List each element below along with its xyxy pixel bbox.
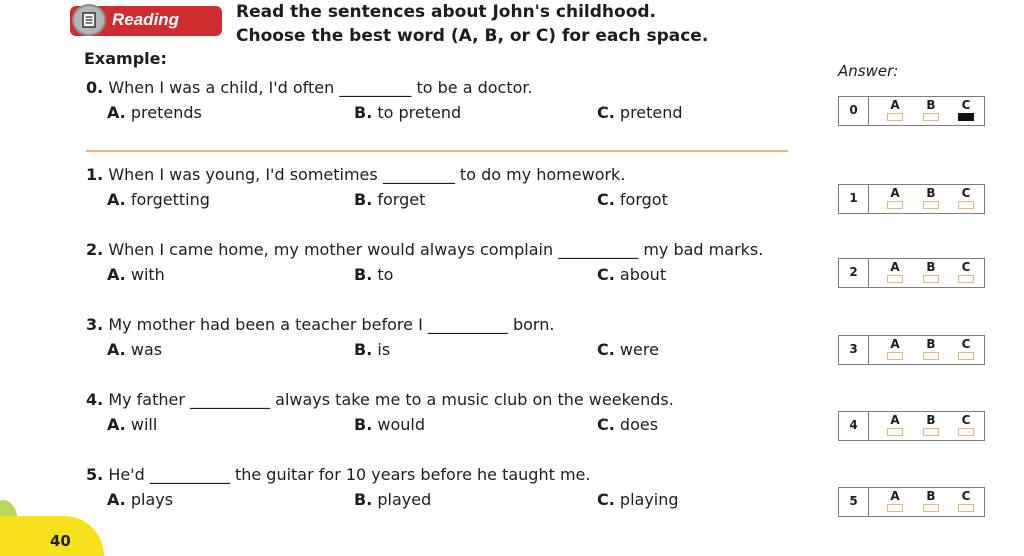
option-c[interactable] bbox=[597, 490, 679, 509]
answer-cell-letter: C bbox=[961, 98, 971, 112]
answer-blank: __________ bbox=[558, 240, 639, 259]
answer-box bbox=[838, 487, 985, 517]
question-text-after: my bad marks. bbox=[643, 240, 764, 259]
option-letter: C. bbox=[597, 490, 615, 509]
option-text: about bbox=[619, 265, 667, 284]
answer-box-number: 0 bbox=[839, 97, 869, 125]
option-c[interactable] bbox=[597, 265, 666, 284]
answer-cell-letter: B bbox=[926, 98, 936, 112]
answer-cell-a[interactable] bbox=[887, 337, 903, 361]
answer-bubble[interactable] bbox=[887, 275, 903, 283]
option-letter: A. bbox=[107, 415, 126, 434]
answer-cell-letter: A bbox=[890, 98, 900, 112]
question-text-before: When I was a child, I'd often bbox=[108, 78, 335, 97]
answer-box-number: 2 bbox=[839, 259, 869, 287]
answer-cell-letter: C bbox=[961, 337, 971, 351]
option-text: plays bbox=[130, 490, 174, 509]
question-4 bbox=[86, 390, 674, 409]
answer-bubble[interactable] bbox=[887, 428, 903, 436]
instruction-line-1: Read the sentences about John's childhood. bbox=[236, 2, 657, 22]
question-2 bbox=[86, 240, 763, 259]
answer-box-number: 4 bbox=[839, 412, 869, 440]
option-letter: C. bbox=[597, 190, 615, 209]
answer-cell-letter: B bbox=[926, 260, 936, 274]
answer-blank: _________ bbox=[382, 165, 455, 184]
option-b[interactable] bbox=[354, 415, 425, 434]
answer-cell-c[interactable] bbox=[958, 98, 974, 122]
question-5 bbox=[86, 465, 590, 484]
answer-label: Answer: bbox=[838, 62, 899, 80]
question-text-after: to be a doctor. bbox=[416, 78, 533, 97]
option-letter: C. bbox=[597, 265, 615, 284]
answer-bubble[interactable] bbox=[923, 504, 939, 512]
question-3 bbox=[86, 315, 554, 334]
question-text-after: always take me to a music club on the weekends. bbox=[275, 390, 674, 409]
answer-cell-c[interactable] bbox=[958, 186, 974, 210]
answer-cell-letter: B bbox=[926, 337, 936, 351]
answer-cell-b[interactable] bbox=[923, 260, 939, 284]
option-letter: B. bbox=[354, 190, 373, 209]
option-a[interactable] bbox=[107, 265, 165, 284]
option-text: pretends bbox=[130, 103, 202, 122]
option-letter: A. bbox=[107, 340, 126, 359]
answer-bubble[interactable] bbox=[923, 428, 939, 436]
option-letter: C. bbox=[597, 103, 615, 122]
option-text: played bbox=[377, 490, 432, 509]
answer-bubble[interactable] bbox=[958, 428, 974, 436]
answer-blank: _________ bbox=[339, 78, 412, 97]
answer-cell-letter: A bbox=[890, 413, 900, 427]
option-text: would bbox=[377, 415, 425, 434]
answer-cell-letter: C bbox=[961, 260, 971, 274]
answer-cell-c[interactable] bbox=[958, 489, 974, 513]
option-text: is bbox=[377, 340, 391, 359]
answer-cell-c[interactable] bbox=[958, 337, 974, 361]
reading-label: Reading bbox=[112, 10, 180, 29]
question-number: 0. bbox=[86, 78, 104, 97]
page-number: 40 bbox=[50, 532, 71, 550]
answer-cell-letter: C bbox=[961, 489, 971, 503]
question-text-before: When I was young, I'd sometimes bbox=[108, 165, 378, 184]
answer-blank: __________ bbox=[190, 390, 271, 409]
option-text: pretend bbox=[619, 103, 683, 122]
answer-cell-a[interactable] bbox=[887, 489, 903, 513]
answer-cell-a[interactable] bbox=[887, 260, 903, 284]
option-letter: A. bbox=[107, 190, 126, 209]
answer-blank: __________ bbox=[149, 465, 230, 484]
example-label: Example: bbox=[84, 49, 167, 68]
answer-bubble[interactable] bbox=[887, 113, 903, 121]
option-a[interactable] bbox=[107, 190, 210, 209]
option-text: forgot bbox=[619, 190, 668, 209]
answer-box bbox=[838, 96, 985, 126]
answer-box bbox=[838, 411, 985, 441]
option-letter: C. bbox=[597, 415, 615, 434]
answer-cell-letter: B bbox=[926, 186, 936, 200]
option-a[interactable] bbox=[107, 415, 157, 434]
worksheet-icon bbox=[72, 4, 106, 36]
answer-box bbox=[838, 258, 985, 288]
option-c[interactable] bbox=[597, 340, 659, 359]
answer-bubble[interactable] bbox=[887, 201, 903, 209]
answer-bubble[interactable] bbox=[887, 504, 903, 512]
question-number: 5. bbox=[86, 465, 104, 484]
answer-bubble[interactable] bbox=[887, 352, 903, 360]
option-b[interactable] bbox=[354, 265, 393, 284]
option-b[interactable] bbox=[354, 340, 390, 359]
option-text: does bbox=[619, 415, 659, 434]
question-text-before: My mother had been a teacher before I bbox=[108, 315, 423, 334]
answer-box-number: 1 bbox=[839, 185, 869, 213]
option-text: to bbox=[377, 265, 394, 284]
answer-cell-c[interactable] bbox=[958, 260, 974, 284]
answer-bubble[interactable] bbox=[958, 201, 974, 209]
answer-bubble[interactable] bbox=[923, 113, 939, 121]
answer-bubble[interactable] bbox=[958, 504, 974, 512]
option-a[interactable] bbox=[107, 490, 173, 509]
answer-bubble[interactable] bbox=[923, 352, 939, 360]
answer-cell-letter: B bbox=[926, 413, 936, 427]
answer-cell-letter: A bbox=[890, 337, 900, 351]
question-text-after: the guitar for 10 years before he taught me. bbox=[234, 465, 591, 484]
answer-box bbox=[838, 184, 985, 214]
answer-cell-a[interactable] bbox=[887, 186, 903, 210]
option-a[interactable] bbox=[107, 103, 202, 122]
answer-cell-b[interactable] bbox=[923, 489, 939, 513]
answer-cell-b[interactable] bbox=[923, 186, 939, 210]
answer-cell-letter: A bbox=[890, 186, 900, 200]
question-text-before: My father bbox=[108, 390, 185, 409]
option-text: to pretend bbox=[377, 103, 462, 122]
answer-cell-letter: C bbox=[961, 186, 971, 200]
option-text: forget bbox=[377, 190, 426, 209]
option-letter: B. bbox=[354, 490, 373, 509]
question-0 bbox=[86, 78, 533, 97]
option-letter: A. bbox=[107, 265, 126, 284]
option-a[interactable] bbox=[107, 340, 162, 359]
answer-box bbox=[838, 335, 985, 365]
answer-cell-letter: A bbox=[890, 260, 900, 274]
answer-cell-letter: B bbox=[926, 489, 936, 503]
answer-cell-letter: A bbox=[890, 489, 900, 503]
option-text: forgetting bbox=[130, 190, 210, 209]
answer-cell-c[interactable] bbox=[958, 413, 974, 437]
option-letter: C. bbox=[597, 340, 615, 359]
answer-bubble[interactable] bbox=[958, 275, 974, 283]
answer-bubble[interactable] bbox=[923, 275, 939, 283]
question-number: 3. bbox=[86, 315, 104, 334]
answer-cell-b[interactable] bbox=[923, 337, 939, 361]
option-b[interactable] bbox=[354, 103, 461, 122]
answer-bubble[interactable] bbox=[958, 352, 974, 360]
option-letter: B. bbox=[354, 103, 373, 122]
answer-cell-a[interactable] bbox=[887, 413, 903, 437]
question-number: 2. bbox=[86, 240, 104, 259]
answer-cell-a[interactable] bbox=[887, 98, 903, 122]
option-letter: A. bbox=[107, 103, 126, 122]
option-letter: B. bbox=[354, 340, 373, 359]
option-letter: B. bbox=[354, 265, 373, 284]
option-b[interactable] bbox=[354, 490, 431, 509]
option-text: was bbox=[130, 340, 163, 359]
answer-box-number: 3 bbox=[839, 336, 869, 364]
question-1 bbox=[86, 165, 625, 184]
answer-bubble[interactable] bbox=[923, 201, 939, 209]
option-text: with bbox=[130, 265, 165, 284]
answer-blank: __________ bbox=[427, 315, 508, 334]
option-text: were bbox=[619, 340, 659, 359]
option-b[interactable] bbox=[354, 190, 425, 209]
option-text: will bbox=[130, 415, 158, 434]
option-c[interactable] bbox=[597, 190, 668, 209]
section-divider bbox=[86, 150, 788, 152]
question-number: 4. bbox=[86, 390, 104, 409]
answer-cell-letter: C bbox=[961, 413, 971, 427]
answer-cell-b[interactable] bbox=[923, 98, 939, 122]
answer-bubble[interactable] bbox=[958, 113, 974, 121]
instruction-line-2: Choose the best word (A, B, or C) for each space. bbox=[236, 26, 709, 46]
option-letter: A. bbox=[107, 490, 126, 509]
option-text: playing bbox=[619, 490, 679, 509]
option-c[interactable] bbox=[597, 415, 658, 434]
option-c[interactable] bbox=[597, 103, 683, 122]
answer-cell-b[interactable] bbox=[923, 413, 939, 437]
question-text-after: born. bbox=[512, 315, 555, 334]
question-text-after: to do my homework. bbox=[459, 165, 626, 184]
question-text-before: He'd bbox=[108, 465, 145, 484]
answer-box-number: 5 bbox=[839, 488, 869, 516]
question-text-before: When I came home, my mother would always complain bbox=[108, 240, 554, 259]
question-number: 1. bbox=[86, 165, 104, 184]
option-letter: B. bbox=[354, 415, 373, 434]
